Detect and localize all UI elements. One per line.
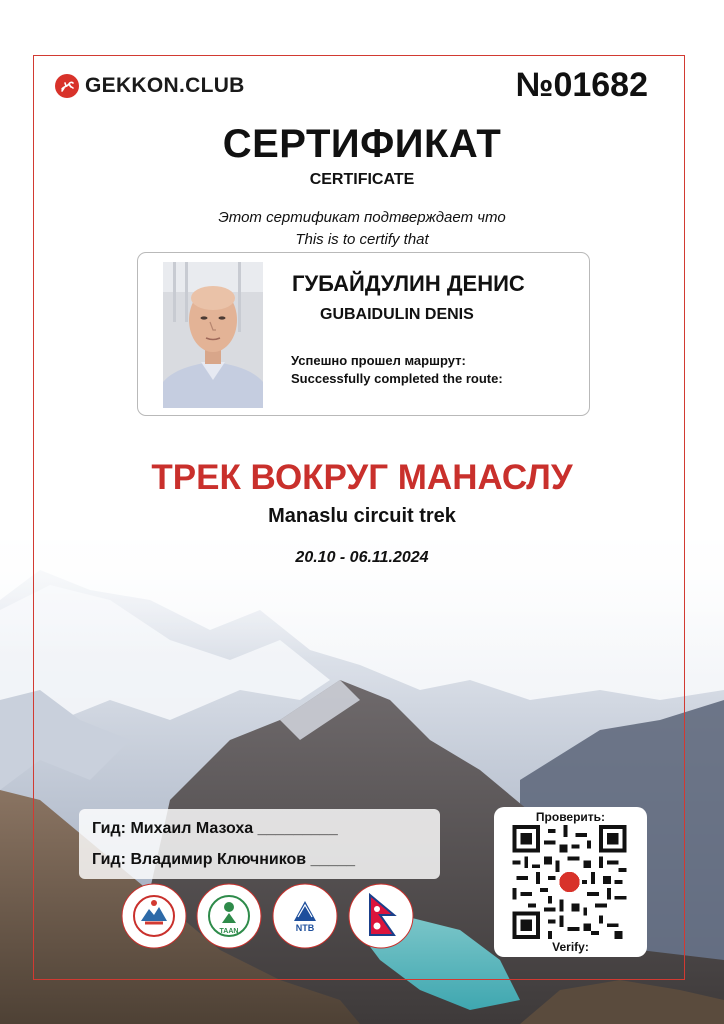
nepal-flag-icon	[348, 883, 414, 949]
gecko-logo-icon	[55, 74, 79, 98]
participant-card	[137, 252, 590, 416]
route-dates: 20.10 - 06.11.2024	[295, 549, 429, 566]
route-label-en: Successfully completed the route:	[291, 371, 503, 386]
partner-logos	[121, 883, 421, 951]
participant-photo	[163, 262, 263, 408]
taan-short-label: TAAN	[219, 928, 239, 935]
title-en: CERTIFICATE	[309, 171, 415, 188]
guide-1: Гид: Михаил Мазоха _________	[92, 820, 338, 837]
qr-panel	[494, 807, 647, 957]
route-title-en: Manaslu circuit trek	[268, 505, 456, 527]
confirm-text-en: This is to certify that	[295, 231, 429, 248]
brand-name: GEKKON.CLUB	[85, 74, 245, 97]
route-label-ru: Успешно прошел маршрут:	[291, 353, 466, 368]
participant-name-ru: ГУБАЙДУЛИН ДЕНИС	[292, 271, 525, 296]
route-title-ru: ТРЕК ВОКРУГ МАНАСЛУ	[151, 458, 573, 497]
confirm-text-ru: Этот сертификат подтверждает что	[218, 209, 506, 226]
taan-logo-icon	[196, 883, 262, 949]
ministry-logo-icon	[121, 883, 187, 949]
qr-verify-label: Verify:	[552, 940, 589, 954]
qr-check-label: Проверить:	[535, 810, 606, 824]
title-ru: СЕРТИФИКАТ	[222, 122, 502, 166]
certificate-number: №01682	[515, 66, 648, 104]
ntb-short-label: NTB	[295, 923, 315, 933]
ntb-logo-icon	[272, 883, 338, 949]
participant-name-en: GUBAIDULIN DENIS	[320, 306, 474, 323]
guide-2: Гид: Владимир Ключников _____	[92, 851, 356, 868]
qr-code[interactable]	[511, 825, 628, 939]
brand	[55, 74, 245, 98]
guides-panel	[79, 809, 440, 879]
